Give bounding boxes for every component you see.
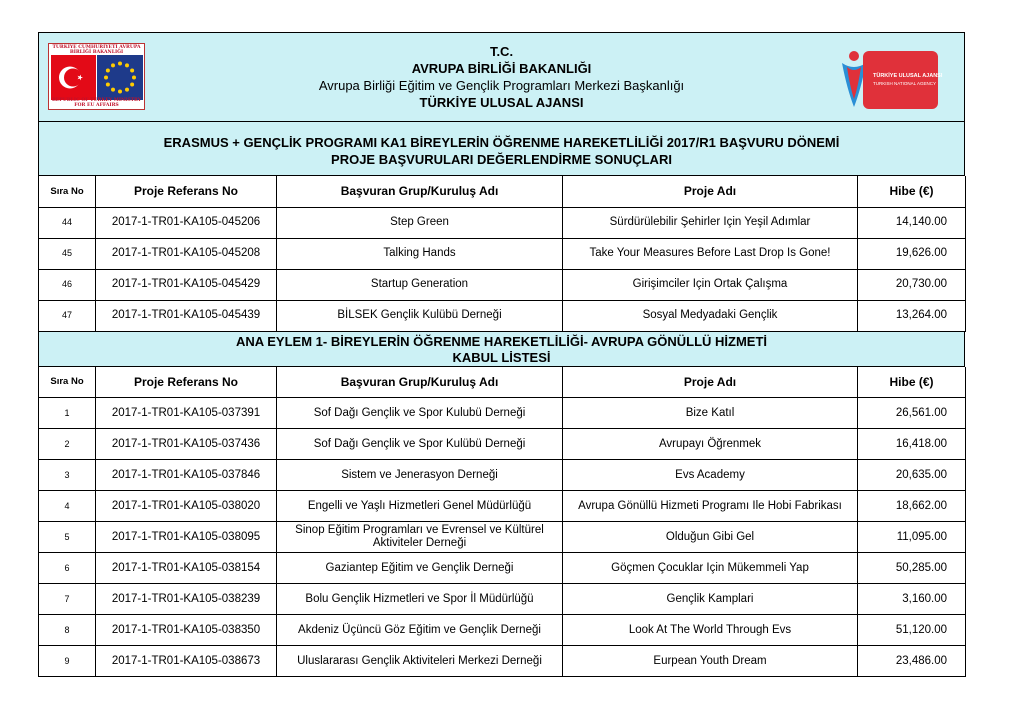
cell-sira: 44 — [39, 207, 96, 238]
cell-org: Bolu Gençlik Hizmetleri ve Spor İl Müdürlüğü — [277, 584, 563, 615]
table-row — [39, 615, 966, 646]
eu-star-icon — [106, 69, 110, 73]
cell-sira: 8 — [39, 615, 96, 646]
table-header-row — [39, 176, 966, 207]
cell-proj: Evs Academy — [563, 460, 858, 491]
header-band — [38, 32, 965, 122]
cell-sira: 9 — [39, 646, 96, 677]
eu-star-icon — [106, 83, 110, 87]
turkish-flag-icon — [51, 55, 96, 100]
section-line-1: ANA EYLEM 1- BİREYLERİN ÖĞRENME HAREKETLİLİĞİ- AVRUPA GÖNÜLLÜ HİZMETİ — [235, 333, 768, 349]
cell-proj: Gençlik Kamplari — [563, 584, 858, 615]
cell-ref: 2017-1-TR01-KA105-037436 — [96, 429, 277, 460]
cell-proj: Olduğun Gibi Gel — [563, 522, 858, 553]
title-line-2: PROJE BAŞVURULARI DEĞERLENDİRME SONUÇLARI — [331, 152, 672, 167]
cell-ref: 2017-1-TR01-KA105-038020 — [96, 491, 277, 522]
cell-proj: Take Your Measures Before Last Drop Is Gone! — [563, 238, 858, 269]
cell-org: BİLSEK Gençlik Kulübü Derneği — [277, 300, 563, 331]
eu-star-icon — [104, 76, 108, 80]
cell-hibe: 50,285.00 — [858, 553, 966, 584]
cell-org: Talking Hands — [277, 238, 563, 269]
table-row — [39, 269, 966, 300]
cell-org: Sof Dağı Gençlik ve Spor Kulubü Derneği — [277, 398, 563, 429]
cell-org: Sinop Eğitim Programları ve Evrensel ve Kültürel Aktiviteler Derneği — [277, 522, 563, 553]
table-header-row — [39, 367, 966, 398]
cell-proj: Göçmen Çocuklar Için Mükemmeli Yap — [563, 553, 858, 584]
header-line-agency: TÜRKİYE ULUSAL AJANSI — [419, 95, 584, 110]
cell-ref: 2017-1-TR01-KA105-037846 — [96, 460, 277, 491]
table-row — [39, 491, 966, 522]
cell-hibe: 23,486.00 — [858, 646, 966, 677]
table-row — [39, 553, 966, 584]
cell-hibe: 51,120.00 — [858, 615, 966, 646]
cell-ref: 2017-1-TR01-KA105-038095 — [96, 522, 277, 553]
col-header-ref: Proje Referans No — [96, 367, 277, 398]
results-table-2 — [38, 367, 966, 678]
cell-sira: 46 — [39, 269, 96, 300]
cell-sira: 1 — [39, 398, 96, 429]
agency-logo-subtext: TURKISH NATIONAL AGENCY — [873, 81, 937, 86]
cell-sira: 47 — [39, 300, 96, 331]
ministry-logo-bottom-text: REPUBLIC OF TURKEY MINISTRY FOR EU AFFAIRS — [51, 98, 142, 108]
header-line-center: Avrupa Birliği Eğitim ve Gençlik Programları Merkezi Başkanlığı — [318, 78, 685, 93]
cell-proj: Avrupa Gönüllü Hizmeti Programı Ile Hobi Fabrikası — [563, 491, 858, 522]
eu-star-icon — [130, 83, 134, 87]
col-header-hibe: Hibe (€) — [858, 176, 966, 207]
table-row — [39, 460, 966, 491]
cell-hibe: 20,730.00 — [858, 269, 966, 300]
cell-hibe: 19,626.00 — [858, 238, 966, 269]
cell-ref: 2017-1-TR01-KA105-045208 — [96, 238, 277, 269]
cell-org: Step Green — [277, 207, 563, 238]
cell-sira: 6 — [39, 553, 96, 584]
table-row — [39, 646, 966, 677]
cell-ref: 2017-1-TR01-KA105-038673 — [96, 646, 277, 677]
cell-org: Engelli ve Yaşlı Hizmetleri Genel Müdürlüğü — [277, 491, 563, 522]
cell-ref: 2017-1-TR01-KA105-038350 — [96, 615, 277, 646]
eu-star-icon — [118, 62, 122, 66]
cell-ref: 2017-1-TR01-KA105-045439 — [96, 300, 277, 331]
eu-star-icon — [130, 69, 134, 73]
cell-hibe: 14,140.00 — [858, 207, 966, 238]
col-header-ref: Proje Referans No — [96, 176, 277, 207]
agency-logo-box — [863, 51, 943, 109]
cell-proj: Look At The World Through Evs — [563, 615, 858, 646]
cell-ref: 2017-1-TR01-KA105-037391 — [96, 398, 277, 429]
cell-sira: 7 — [39, 584, 96, 615]
cell-sira: 45 — [39, 238, 96, 269]
eu-star-icon — [132, 76, 136, 80]
cell-proj: Avrupayı Öğrenmek — [563, 429, 858, 460]
col-header-org: Başvuran Grup/Kuruluş Adı — [277, 176, 563, 207]
national-agency-logo — [839, 49, 943, 110]
col-header-org: Başvuran Grup/Kuruluş Adı — [277, 367, 563, 398]
cell-proj: Eurpean Youth Dream — [563, 646, 858, 677]
ministry-logo-top-text: TÜRKİYE CUMHURİYETİ AVRUPA BİRLİĞİ BAKANLIĞI — [52, 45, 141, 55]
cell-proj: Sosyal Medyadaki Gençlik — [563, 300, 858, 331]
section-title-evs — [38, 332, 965, 367]
cell-ref: 2017-1-TR01-KA105-045206 — [96, 207, 277, 238]
results-table-1 — [38, 176, 966, 332]
cell-proj: Girişimciler Için Ortak Çalışma — [563, 269, 858, 300]
cell-org: Sof Dağı Gençlik ve Spor Kulübü Derneği — [277, 429, 563, 460]
cell-proj: Bize Katıl — [563, 398, 858, 429]
table-row — [39, 429, 966, 460]
cell-sira: 5 — [39, 522, 96, 553]
eu-star-icon — [118, 90, 122, 94]
eu-flag-icon — [97, 55, 143, 100]
header-text — [219, 43, 784, 111]
table-row — [39, 300, 966, 331]
cell-ref: 2017-1-TR01-KA105-038239 — [96, 584, 277, 615]
ministry-logo — [48, 43, 145, 110]
cell-hibe: 11,095.00 — [858, 522, 966, 553]
col-header-sira: Sıra No — [39, 176, 96, 207]
header-line-tc: T.C. — [489, 44, 514, 59]
cell-org: Akdeniz Üçüncü Göz Eğitim ve Gençlik Derneği — [277, 615, 563, 646]
table-row — [39, 238, 966, 269]
cell-sira: 4 — [39, 491, 96, 522]
cell-hibe: 13,264.00 — [858, 300, 966, 331]
cell-org: Gaziantep Eğitim ve Gençlik Derneği — [277, 553, 563, 584]
cell-hibe: 18,662.00 — [858, 491, 966, 522]
section-line-2: KABUL LİSTESİ — [452, 349, 551, 365]
cell-proj: Sürdürülebilir Şehirler Için Yeşil Adımlar — [563, 207, 858, 238]
col-header-hibe: Hibe (€) — [858, 367, 966, 398]
eu-star-icon — [125, 63, 129, 67]
table-row — [39, 584, 966, 615]
cell-hibe: 3,160.00 — [858, 584, 966, 615]
col-header-proj: Proje Adı — [563, 176, 858, 207]
document-sheet — [38, 32, 965, 677]
cell-ref: 2017-1-TR01-KA105-038154 — [96, 553, 277, 584]
cell-hibe: 16,418.00 — [858, 429, 966, 460]
table-row — [39, 522, 966, 553]
cell-sira: 3 — [39, 460, 96, 491]
cell-org: Uluslararası Gençlik Aktiviteleri Merkezi Derneği — [277, 646, 563, 677]
cell-hibe: 20,635.00 — [858, 460, 966, 491]
document-title — [38, 122, 965, 176]
eu-star-icon — [111, 88, 115, 92]
table-row — [39, 398, 966, 429]
cell-hibe: 26,561.00 — [858, 398, 966, 429]
eu-star-icon — [125, 88, 129, 92]
cell-ref: 2017-1-TR01-KA105-045429 — [96, 269, 277, 300]
cell-org: Sistem ve Jenerasyon Derneği — [277, 460, 563, 491]
table-row — [39, 207, 966, 238]
agency-logo-text: TÜRKİYE ULUSAL AJANSI — [873, 73, 943, 79]
header-line-ministry: AVRUPA BİRLİĞİ BAKANLIĞI — [411, 61, 592, 76]
col-header-sira: Sıra No — [39, 367, 96, 398]
title-line-1: ERASMUS + GENÇLİK PROGRAMI KA1 BİREYLERİN ÖĞRENME HAREKETLİLİĞİ 2017/R1 BAŞVURU DÖNEMİ — [163, 135, 840, 150]
col-header-proj: Proje Adı — [563, 367, 858, 398]
cell-org: Startup Generation — [277, 269, 563, 300]
cell-sira: 2 — [39, 429, 96, 460]
eu-star-icon — [111, 63, 115, 67]
